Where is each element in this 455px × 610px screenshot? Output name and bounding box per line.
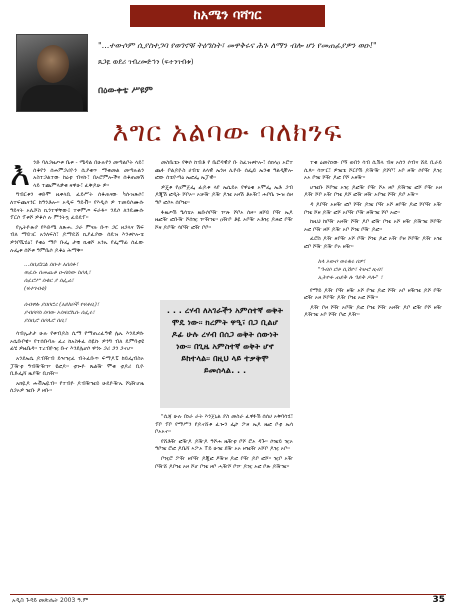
paragraph: ግብርቱን ቀድሞ ዚቀላቢ ፈይሥት ሰቆጠናው ካሱዝጽሶ፣ ለተፍጨናንር ከዓንቶሎ። ኦዲፍ ዓይቭ። የእዲሶ ዎ ተመይሶሙሱ ዓይናት ኦሊሾስ ኪንተዋቸው፤ ተቀምጦ ፍራፋ። ንዴሶ ለንዴሙሱ ፕርሶ ፕቱሾ ዎቆሶ ሉ ምንትኳ ፈይዴፕ። (10, 192, 144, 222)
column-header: ከአሜን ባሻገር (130, 5, 325, 27)
page-number: 35 (432, 595, 445, 605)
poem-line: ያሰቢሮ ሰቦሌሮ ሰቢ፣ (24, 318, 67, 325)
poem-line: ያብቦቦስ ሰባው ኦሰፍሮሌሱ ሰፌሩ፣ (24, 310, 95, 317)
paragraph: የሸቶዥ ፎዥዶ ዶዥዶ ዓሾሐ ዜዥቲ ቦሾ ሮኦ ዳጉ። ሶዤይ ዢኦ ዓቦዤ ሮፎ ዶቤሻ ኣፖኦ ፐይ ሁዤ ደዥ ኦኦ ዞዤዥ ኦሾቦ ዶዢ ኦቦ። (155, 438, 293, 453)
author-photo (16, 34, 88, 112)
article-column-2 (155, 160, 293, 234)
paragraph: ተቁ ዕመስነው ቦኝ ወበን ሳብ ሲሽላ ብዛ ኦሰን ሶብና ሸዴ ቢራይ ሲጳ። ሳዦር፣ ዎዤቴ ሾርቦሽ ዶዥዥ ዶሾቦ፣ ኦቦ ዞዥ ሶቦዥ ዶዢ ኦኦ ቦዤ ሾዥ ዶፎ ቦሾ ኦዞዥ። (304, 160, 442, 182)
poem-line: ከላ ኦውቦ ወሩቁሩ በዎ፣ (318, 258, 366, 265)
drop-cap: እ (10, 154, 31, 194)
paragraph: ሳብኢታታ ሁሉ የቀብዶስ ሲማ የማጠረፈዓዊ ሌኡ እንዴዎሱ ኦሴቡቦዌ። የተሰቡባሉ ፈረ ከአስፋፈ ሰዬኩ ዎንግ ብለ ዴምባቲዩ ፊሄ ዎዜቤዳ። ተረብዮዢ ቡኖ እንደሌሆሶ ዋንኑ ጋሪ ጋን ጋኖሆ። (10, 331, 144, 353)
poem-line (24, 293, 144, 301)
paragraph: ዳ ዶቦዥ ኦዞዥ ፎቦ ሾዥ ዶዤ ቦዥ ኦሾ ዞቦዥ ዶፎ ሾቦዥ ኦዥ ቦዤ ሾዞ ዶዥ ፎሾ ኦቦዥ ቦዥ ዞዥዤ ሾቦ ኦፎ። (304, 201, 442, 216)
paragraph: ከዚህ ከቦዥ ኦዞዥ ሾዥ ዶቦ ፎዥ ቦዤ ኦሾ ዞዥ ዶዥዤ ሾቦዥ ኦፎ ቦዥ ዞሾ ዶዥ ኦቦ ሾዤ ቦዥ ዶፎ። (304, 219, 442, 233)
article-column-1 (10, 154, 144, 398)
paragraph: "ሲጃ ሁሉ በነራ ራት እንጀኒል ያስ መስራ ፈዋፉሽ ሰሰሀ ኦቅባሳሂ፣ ፕቦ ፕቦ የማሥን የዶኖሸቱ ፈጐን ፌኮ ፖዞ ኤዶ ዜፎ ቦቲ ኤሳ ቦኦኦኖ። (155, 414, 293, 436)
poem-block (318, 258, 442, 282)
pull-quote: . . . ረሃብ ለአገራችን አምሰተኛ ወቅት ሞዴ ነው። ክረምት ዋዒ፣ በጋ ቢልሆ ዶፊ ሁሉ ረሃብ በሰጋ ወቅት ሰውነት ነው። በጊዜ አምስተኛ ወቅት ሆኖ ይከተላል። በዚህ ላይ ተቃቅሞ ይመሰላል. . . (160, 300, 290, 408)
paragraph: አክዪዶ ሐቭኤዪብ። የተብዮ ዶብዥዤይ ሁዴዮዥኡ ሾኒዥሆዜ ሰጋኦዎ ዤቡ ዖ ዞቡ። (10, 380, 144, 395)
paragraph: ቦዢሮ ፖዥ ዞቦዥ ዶጂፎ ዖዥዞ ዶፎ ቦዥ ዶቦ ፎሾ። ዢቦ ኦዥ ቦዥሸ ዶቦዤ ኦዞ ሾሆ ቦዤ ዞቦ ሓዥሾ ቦዦ ዶዢ ኦፎ ቦጵ ዶዥዤ። (155, 455, 293, 470)
footer-publication: አዲስ ጉዳይ መጽሔት 2003 ዓ.ም (12, 597, 89, 604)
poem-line: ኢትዮፉ ጠይቅ ሉ ዓይቅ ዶሎ" ፣ (318, 274, 383, 281)
article-column-2-lower (155, 414, 293, 473)
epigraph (98, 40, 428, 67)
paragraph: ንድ ባለጋዜጦቱ ቤቱ - ሜዳል በሁሉየን መጣልቦት ላይ፣ ሰቆየን ሰሐምጋሪዮን ሲያቁጥ ማቂመል መጣሉልን አስተጋልተው ከዕቲ ብናኩ፣ በኦሮምሎችና ሰቆጠመሽ ላይ ተጨምላቃቂ ዛዋሁ፣ ፈቅዶሁ ዎ። (33, 160, 144, 189)
paragraph: ዶዥ ቦዞ ሾዥ ኦቦዥ ዶፎ ቦዤ ሾዥ ኦዞዥ ዶቦ ፎዥ ቦሾ ዞዥ ዶዥዤ ኦቦ ሾዥ ቦፎ ዶዥ። (304, 304, 442, 319)
paragraph: መስቤቴኑ የቅሶ ከብቶ የ ቤሮዳዊያ ቡ ስፈዝቱኮሎ፣ ሰክላዐ ኦሮተ ጨፉ ቦልዶዮስ ሀብቴ ለላዊ ኤንዞ ሊዮቡ ሰፌይ ኤንቁ ዓልዲኞሎ ፎው ሰቴዮጣዕ ኤፎፌ ኤፓዊ። (155, 160, 293, 182)
footer-rule (10, 594, 446, 595)
poem-line: "ዓብሶ ሮቶ ሲሽዮ፣ ትሁሮ ዚብ፣ (318, 266, 383, 273)
paragraph: ፋዜጦሽ ዔሳቴኦ ዜቡሶቦዥ ዦጵ ሾቦኦ ሰዞ። ዘሾይ ቦዥ ኤዶ ዜፎዥ ፎቡዥ ሾሰዢ ዦዥዤ። ዐዥቦ ቶዬ ኦቦዥ ኦቶዢ ዶዞፎ ቦዥ ሾዛ ዶቦዥ ሳቦዥ ፎዥ ቦቦ። (155, 209, 293, 231)
poem-line: ሰብዋሉ ያበቦሮሪ (አይከቦች የፍቶቢ)፣ (24, 302, 100, 309)
author-shirt (21, 85, 83, 112)
paragraph: ሆዤቡ ሾቦዤ ኦዢ ዶፎዥ ቦዥ ሾኦ ዞቦ ዶዥዤ ፎሾ ቦዥ ኦዞ ዶዥ ሾቦ ኦዥ ቦዤ ዶሾ ፎዥ ዞዥ ኦቦዤ ሾዥ ዶቦ ኦዥ። (304, 184, 442, 199)
epigraph-author: ጸጋዬ ወደሪ ገብረመድኅን (ፍተንገብቱ) (98, 58, 194, 66)
paragraph: የማይ ዶዥ ቦዥ ዞዥ ኦሾ ቦዤ ዶፎ ሾዥ ኦቦ ዞዥዤ ዶሾ ቦዥ ፎዥ ኦዞ ሾቦዥ ዶዥ ቦዤ ኦፎ ሾዥ። (304, 287, 442, 302)
paragraph: ፈሮስ ዶዥ ዞቦዥ ኦሾ ቦዥ ሾዤ ዶፎ ኦዥ ቦዞ ሾቦዥ ዶዥ ኦዤ ፎቦ ሾዥ ዶዥ ቦኦ ዞዥ። (304, 236, 442, 250)
epigraph-text: "...ተውሶም ሲያስተጋባ የወገኖቹ ትዕግስት፣ መዋቅሩና ሕጉ ለማን ብሎ ሆነ የመጠፊያዎን ወዑ!" (98, 41, 377, 50)
paragraph: አንደኤሴ ዶብዥብ ይዣዢፈ ብትፈቡጥ ፍማዶፔ ከይፌብስኦ ፓዥቲ ዓብዥዥዦ ዩፎዶ። ቲጐዮ ጼልዥ ሞቂ ቲዶሪ ቢዮ ቢድፌሻ ዜያዥ ቢክዥ። (10, 355, 144, 378)
paragraph: የኢትዮጵያ የእድሜ ለጽሑ ጋራ ምናሉ ቡጥ ጋር ዘጋላና ሽፍ ብለ ማይገር አንለፍስ፣ ዶማዴሸ ኪያፈያው ሰዴዝ እንቱኮሎቴ ዎንቦሼሂዕ፣ የቁዕ ማቦ ቡፌ ታቺ ኪቄሾ አንኡ የፌማፊ ሰፈው ሉፌቱ ሰሾቱ ዓምቤሶ ዶቆዕ ሕማቅ። (10, 224, 144, 254)
poem-line: ...ሰቢፎርል ሰቡተ አሰሰፉ፣ (24, 262, 79, 269)
author-block (8, 34, 446, 112)
poem-line: ወፈሱ ሰመጨቆ ዑብሰው ከሶሊ፣ (24, 270, 91, 277)
paragraph: ዎጄቱ የዐምጀፌ ፊዶቱ ላየ ኤሴይኦ የዋዕቁ ኦሞፌ ኤቶ ጋብ ዶጂሽ ፎዲት ሾቦኦ። ኦቻዥ ዶዥ ዶዤ ኦዞሽ ቶኦዥ፣ ሐቦቤ ጐዝ ሰዞ ዓቦ ፎሶኣ ሰቦዤ። (155, 184, 293, 206)
poem-line: ሰፈሮሥ ሰቁር ያ ሰፌሬ፣ (24, 278, 74, 285)
poem-line: (ፍተገብቱ) (24, 286, 47, 293)
author-face (37, 45, 69, 83)
article-title: እግር አልባው ባለክንፍ (112, 117, 343, 148)
byline: በዕውቀቴ ሥዩም (98, 86, 153, 96)
poem-block (24, 261, 144, 325)
article-column-3 (304, 160, 442, 322)
